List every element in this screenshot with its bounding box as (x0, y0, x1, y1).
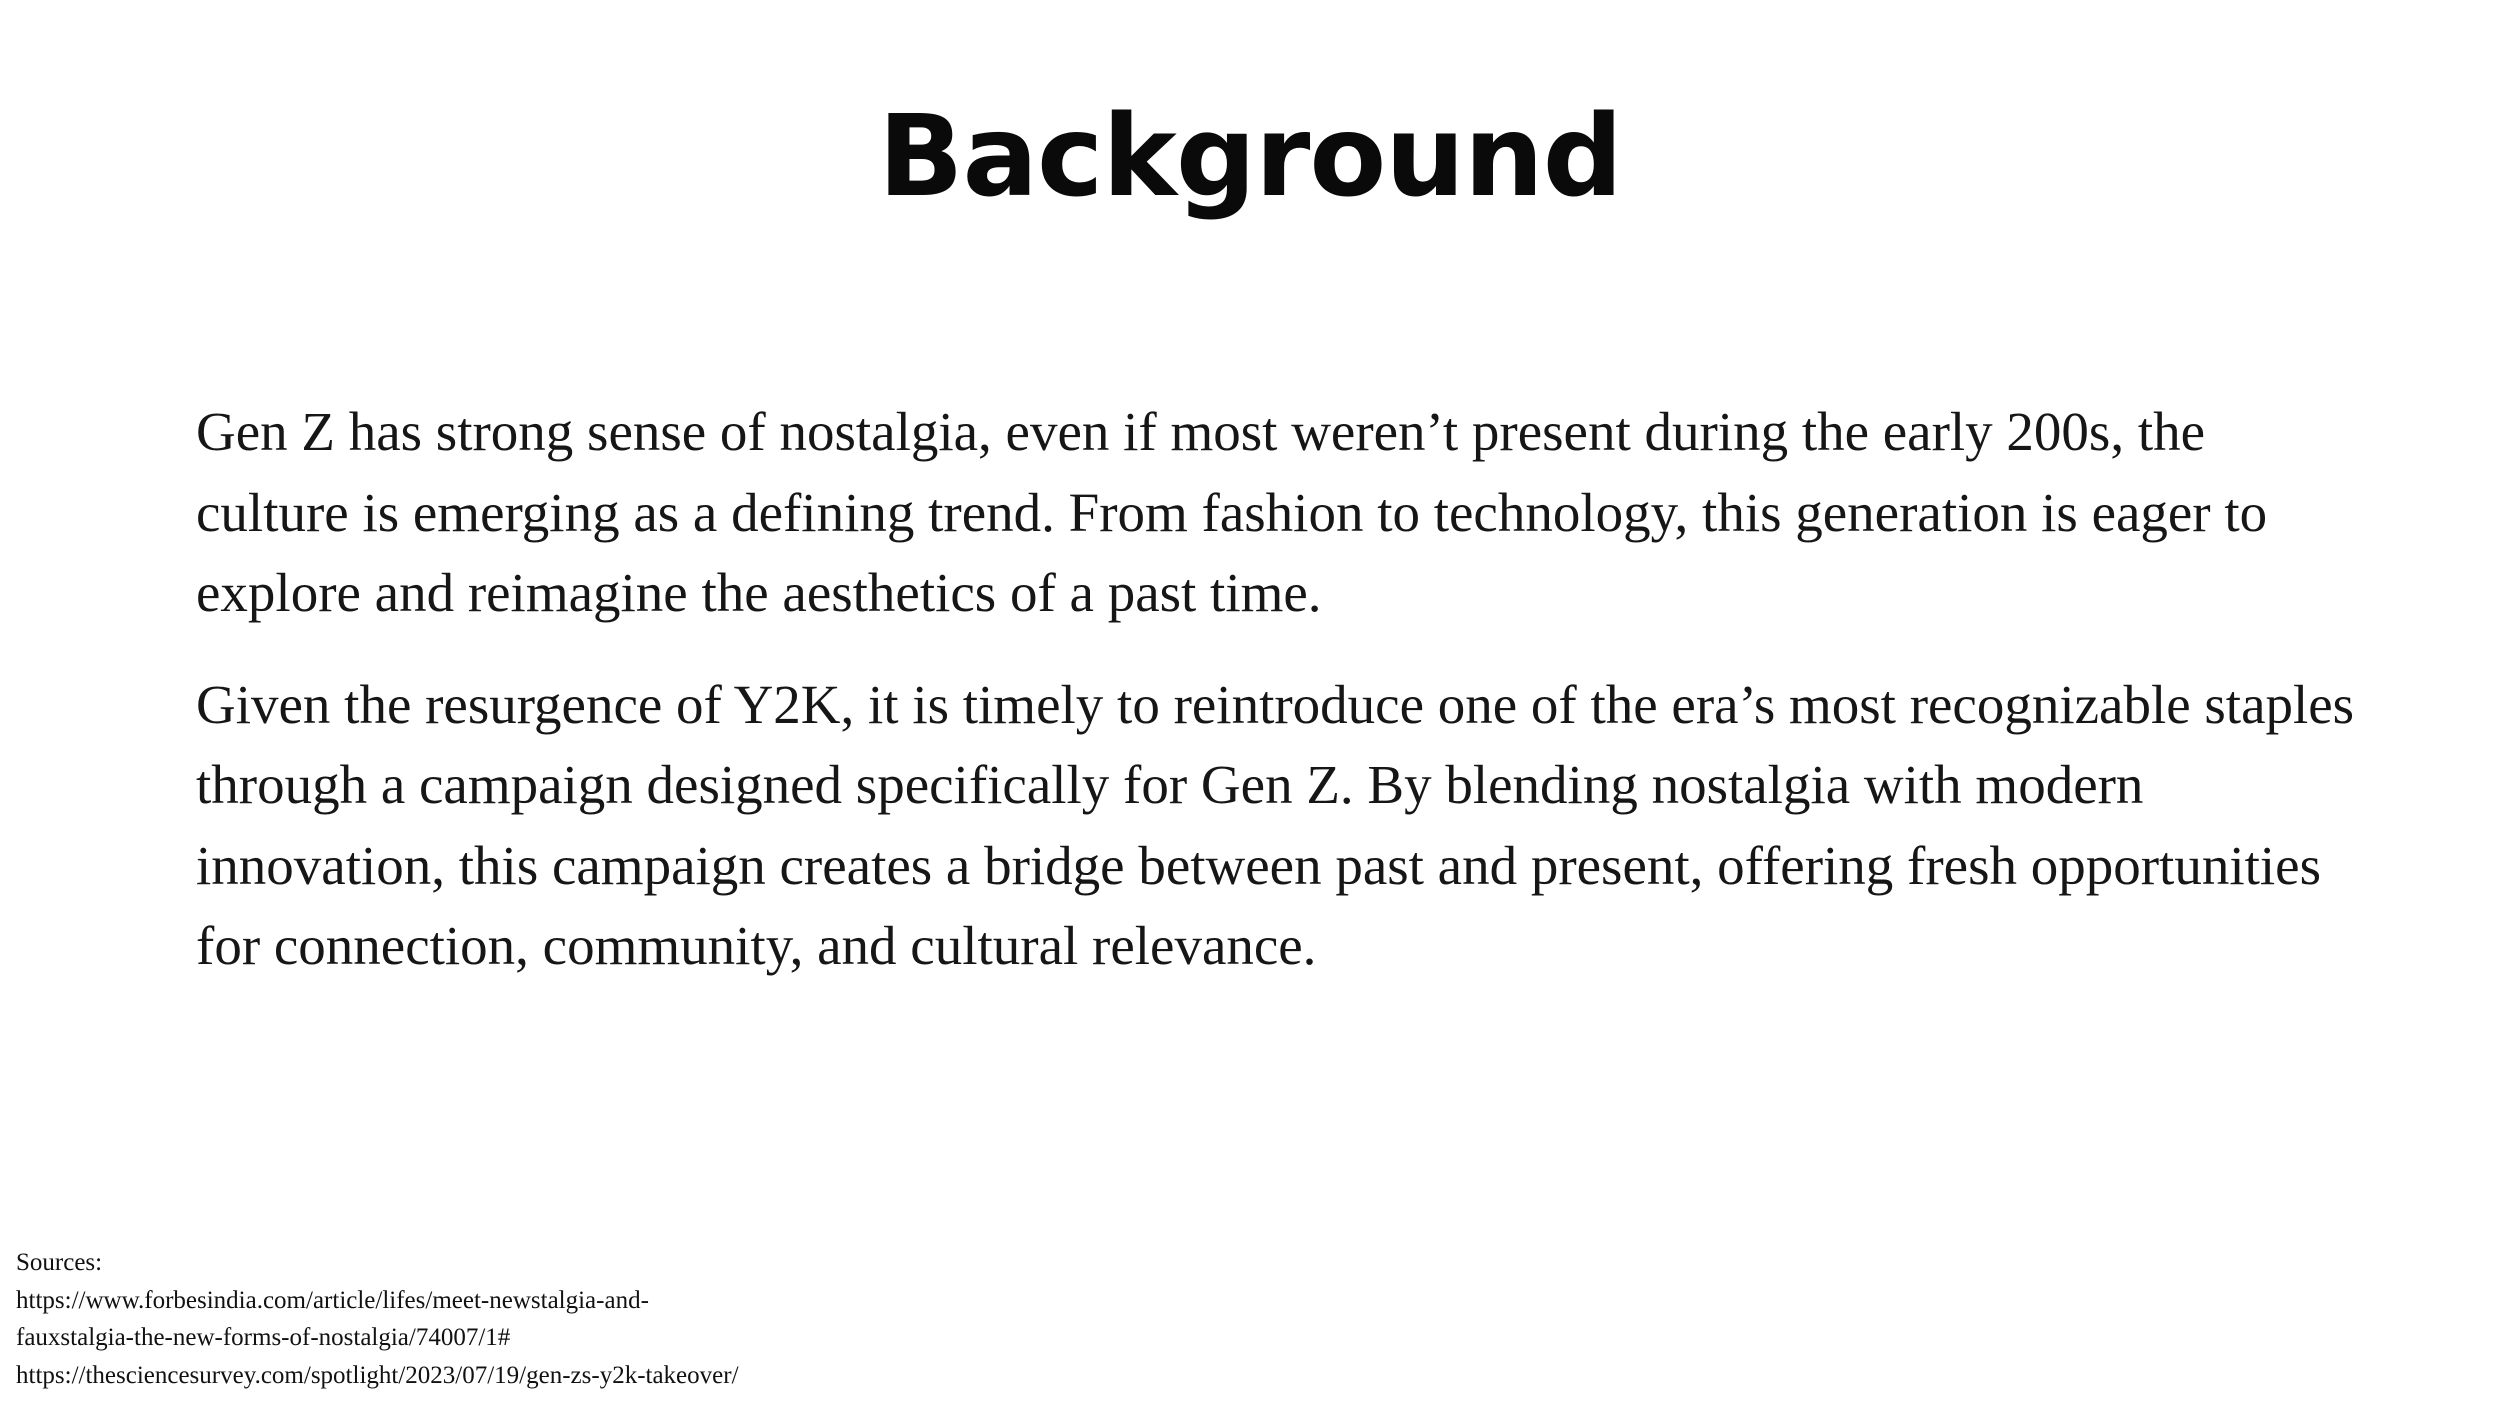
body-paragraph: Given the resurgence of Y2K, it is timely to reintroduce one of the era’s most recognizable staples through a campaign designed specifically for Gen Z. By blending nostalgia with modern innovation, this campaign creates a bridge between past and present, offering fresh opportunities for connection, community, and cultural relevance. (196, 673, 2355, 976)
sources-label: Sources: (16, 1249, 103, 1276)
sources-block (16, 1244, 1016, 1394)
source-line: https://www.forbesindia.com/article/lifes/meet-newstalgia-and- (16, 1286, 649, 1314)
slide-body (196, 392, 2356, 987)
source-line: fauxstalgia-the-new-forms-of-nostalgia/74007/1# (16, 1324, 511, 1351)
slide-title: Background (878, 92, 1622, 222)
body-paragraph: Gen Z has strong sense of nostalgia, even if most weren’t present during the early 200s, the culture is emerging as a defining trend. From fashion to technology, this generation is eager to explore and reimagine the aesthetics of a past time. (196, 401, 2268, 623)
source-line: https://thesciencesurvey.com/spotlight/2023/07/19/gen-zs-y2k-takeover/ (16, 1361, 739, 1389)
